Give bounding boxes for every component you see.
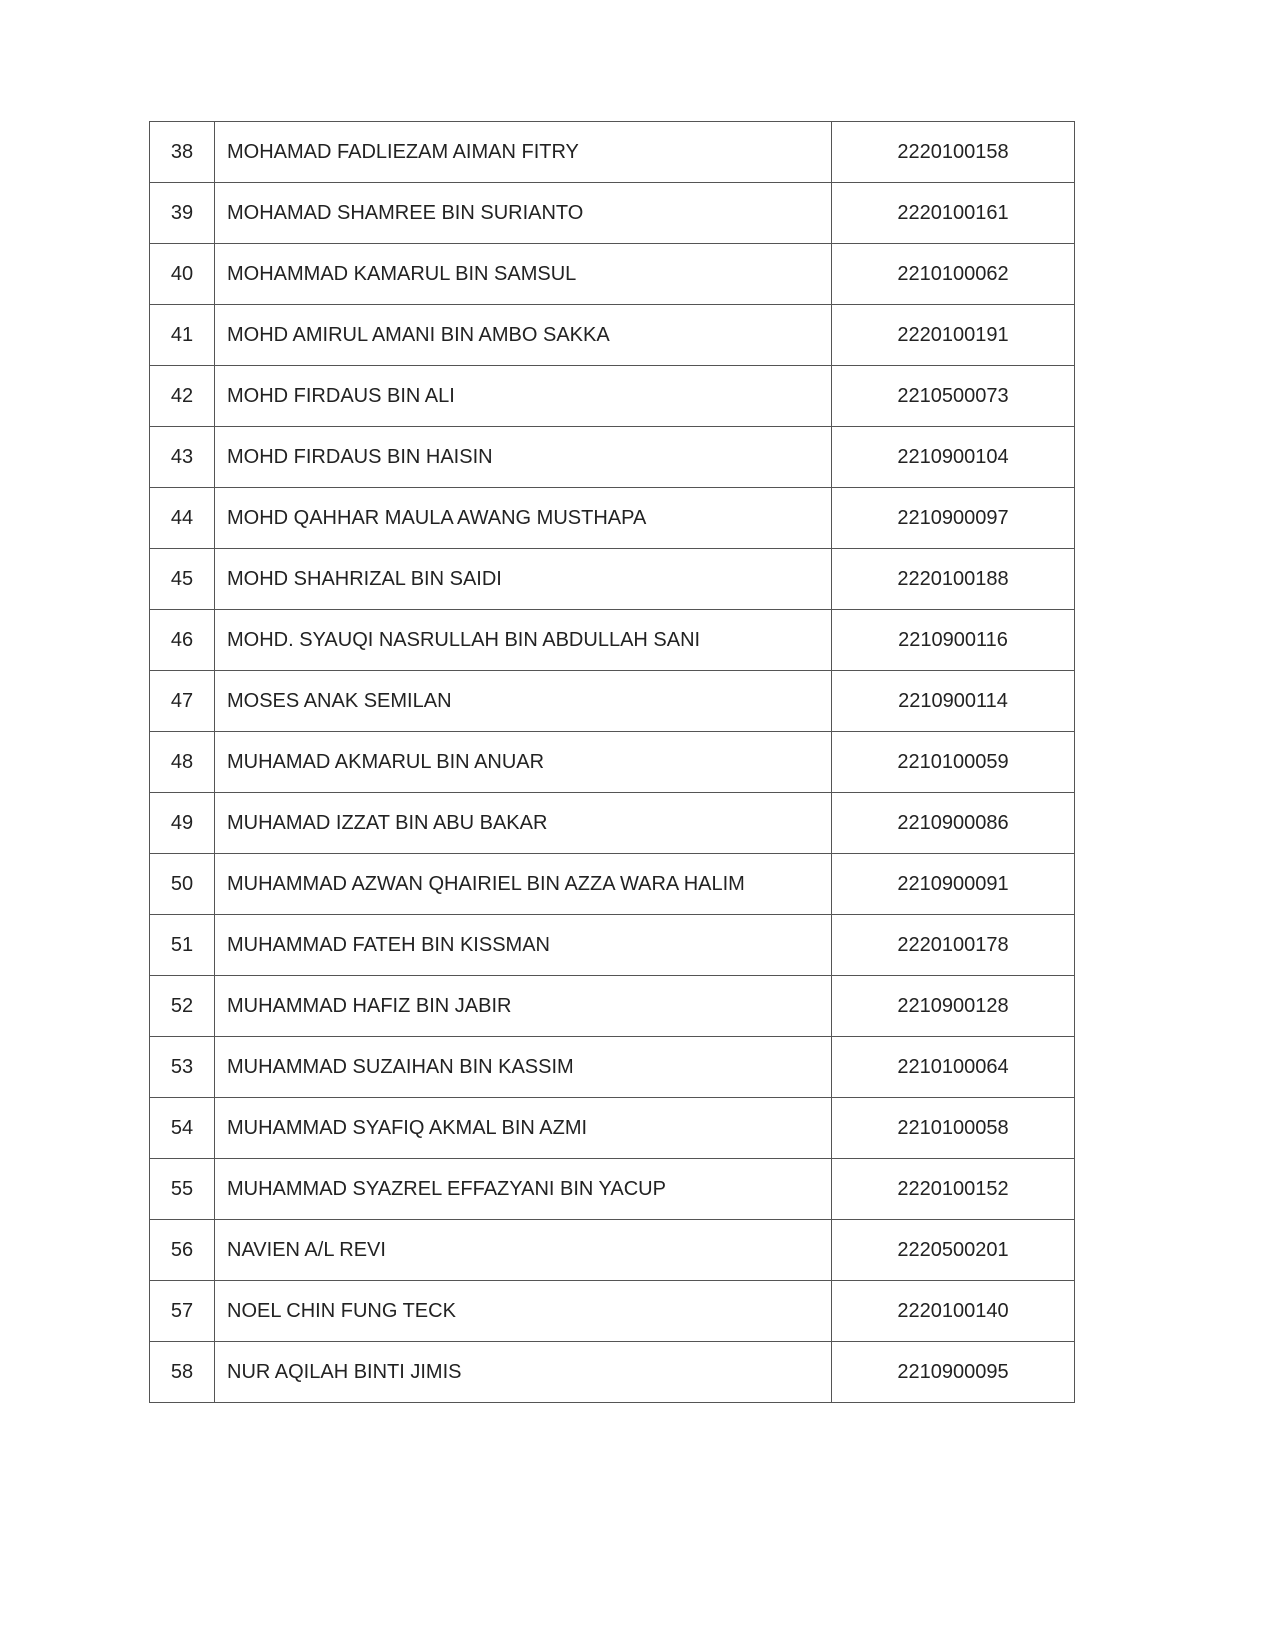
table-row xyxy=(150,915,1075,976)
student-name: MOHD SHAHRIZAL BIN SAIDI xyxy=(215,549,832,610)
student-name: MUHAMMAD SUZAIHAN BIN KASSIM xyxy=(215,1037,832,1098)
table-row xyxy=(150,671,1075,732)
table-row xyxy=(150,183,1075,244)
student-name: MOHAMAD FADLIEZAM AIMAN FITRY xyxy=(215,122,832,183)
student-id: 2210900091 xyxy=(832,854,1075,915)
table-row xyxy=(150,854,1075,915)
student-id: 2210100062 xyxy=(832,244,1075,305)
row-number: 50 xyxy=(150,854,215,915)
student-id: 2210900104 xyxy=(832,427,1075,488)
row-number: 52 xyxy=(150,976,215,1037)
student-id: 2210100059 xyxy=(832,732,1075,793)
student-name: MUHAMMAD AZWAN QHAIRIEL BIN AZZA WARA HALIM xyxy=(215,854,832,915)
row-number: 42 xyxy=(150,366,215,427)
student-id: 2220100158 xyxy=(832,122,1075,183)
student-name: MOHD AMIRUL AMANI BIN AMBO SAKKA xyxy=(215,305,832,366)
student-id: 2220100178 xyxy=(832,915,1075,976)
table-row xyxy=(150,1220,1075,1281)
student-name: MUHAMAD IZZAT BIN ABU BAKAR xyxy=(215,793,832,854)
student-list-table xyxy=(149,121,1075,1403)
student-id: 2220500201 xyxy=(832,1220,1075,1281)
row-number: 56 xyxy=(150,1220,215,1281)
row-number: 45 xyxy=(150,549,215,610)
row-number: 58 xyxy=(150,1342,215,1403)
table-row xyxy=(150,1281,1075,1342)
table-row xyxy=(150,1037,1075,1098)
row-number: 44 xyxy=(150,488,215,549)
row-number: 55 xyxy=(150,1159,215,1220)
table-row xyxy=(150,1342,1075,1403)
student-list-body xyxy=(150,122,1075,1403)
student-id: 2210900097 xyxy=(832,488,1075,549)
student-name: MUHAMAD AKMARUL BIN ANUAR xyxy=(215,732,832,793)
row-number: 41 xyxy=(150,305,215,366)
row-number: 38 xyxy=(150,122,215,183)
student-name: NOEL CHIN FUNG TECK xyxy=(215,1281,832,1342)
student-id: 2210500073 xyxy=(832,366,1075,427)
student-id: 2210900095 xyxy=(832,1342,1075,1403)
student-id: 2220100140 xyxy=(832,1281,1075,1342)
table-row xyxy=(150,549,1075,610)
student-id: 2220100152 xyxy=(832,1159,1075,1220)
student-name: MUHAMMAD FATEH BIN KISSMAN xyxy=(215,915,832,976)
table-row xyxy=(150,488,1075,549)
student-name: NAVIEN A/L REVI xyxy=(215,1220,832,1281)
row-number: 40 xyxy=(150,244,215,305)
row-number: 47 xyxy=(150,671,215,732)
row-number: 54 xyxy=(150,1098,215,1159)
table-row xyxy=(150,244,1075,305)
student-name: NUR AQILAH BINTI JIMIS xyxy=(215,1342,832,1403)
row-number: 46 xyxy=(150,610,215,671)
table-row xyxy=(150,1159,1075,1220)
student-name: MOHD QAHHAR MAULA AWANG MUSTHAPA xyxy=(215,488,832,549)
table-row xyxy=(150,610,1075,671)
row-number: 57 xyxy=(150,1281,215,1342)
student-id: 2210100064 xyxy=(832,1037,1075,1098)
student-name: MOHD FIRDAUS BIN HAISIN xyxy=(215,427,832,488)
student-id: 2220100191 xyxy=(832,305,1075,366)
student-id: 2220100188 xyxy=(832,549,1075,610)
student-name: MOHD FIRDAUS BIN ALI xyxy=(215,366,832,427)
row-number: 51 xyxy=(150,915,215,976)
table-row xyxy=(150,732,1075,793)
row-number: 53 xyxy=(150,1037,215,1098)
table-row xyxy=(150,976,1075,1037)
row-number: 39 xyxy=(150,183,215,244)
table-row xyxy=(150,1098,1075,1159)
student-name: MOHD. SYAUQI NASRULLAH BIN ABDULLAH SANI xyxy=(215,610,832,671)
table-row xyxy=(150,305,1075,366)
student-id: 2210900086 xyxy=(832,793,1075,854)
table-row xyxy=(150,793,1075,854)
student-name: MUHAMMAD SYAFIQ AKMAL BIN AZMI xyxy=(215,1098,832,1159)
student-id: 2210100058 xyxy=(832,1098,1075,1159)
table-row xyxy=(150,427,1075,488)
student-name: MOSES ANAK SEMILAN xyxy=(215,671,832,732)
row-number: 43 xyxy=(150,427,215,488)
table-row xyxy=(150,366,1075,427)
student-id: 2210900128 xyxy=(832,976,1075,1037)
student-id: 2220100161 xyxy=(832,183,1075,244)
student-id: 2210900116 xyxy=(832,610,1075,671)
student-name: MOHAMMAD KAMARUL BIN SAMSUL xyxy=(215,244,832,305)
student-name: MUHAMMAD SYAZREL EFFAZYANI BIN YACUP xyxy=(215,1159,832,1220)
student-name: MUHAMMAD HAFIZ BIN JABIR xyxy=(215,976,832,1037)
row-number: 49 xyxy=(150,793,215,854)
student-name: MOHAMAD SHAMREE BIN SURIANTO xyxy=(215,183,832,244)
row-number: 48 xyxy=(150,732,215,793)
student-id: 2210900114 xyxy=(832,671,1075,732)
table-row xyxy=(150,122,1075,183)
